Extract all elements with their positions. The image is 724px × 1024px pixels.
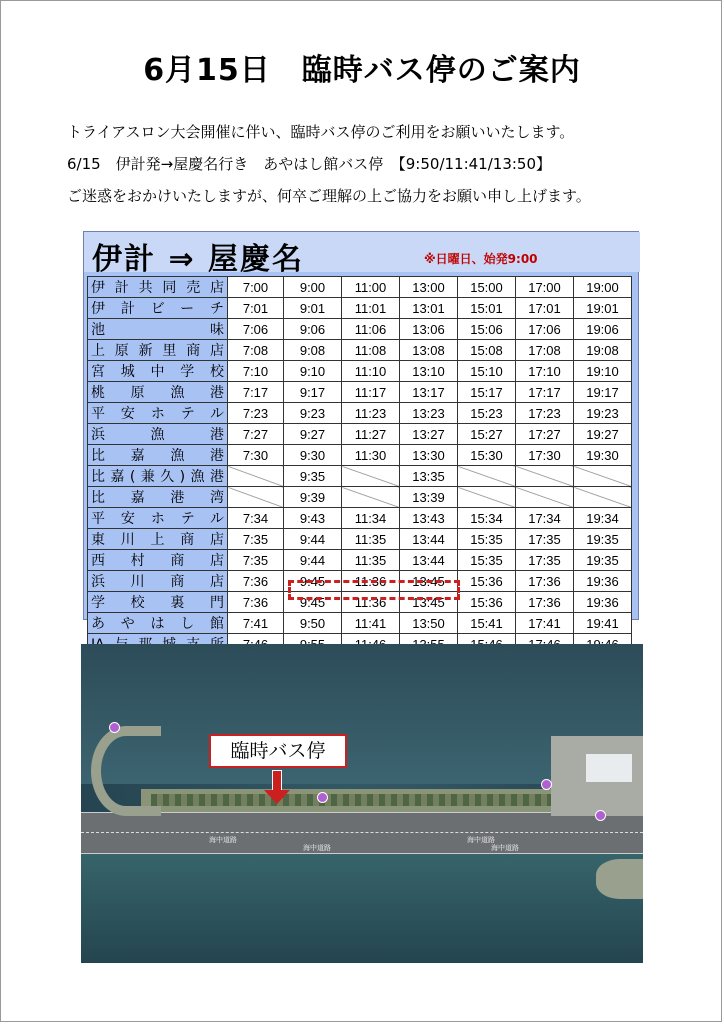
map-pin-icon [541,779,552,790]
stop-name: 上原新里商店 [88,340,228,361]
departure-time: 17:41 [516,613,574,634]
departure-time: 13:39 [400,487,458,508]
departure-time: 17:36 [516,592,574,613]
departure-time: 11:30 [342,445,400,466]
stop-name: 比嘉漁港 [88,445,228,466]
page-title: 6月15日 臨時バス停のご案内 [143,53,581,88]
timetable-row [88,361,632,382]
departure-time: 13:43 [400,508,458,529]
departure-time: 13:30 [400,445,458,466]
departure-time: 15:35 [458,550,516,571]
departure-time: 19:34 [574,508,632,529]
no-service-cell [516,487,574,508]
departure-time: 17:35 [516,529,574,550]
departure-time: 9:43 [284,508,342,529]
departure-time: 9:45 [284,571,342,592]
departure-time: 15:00 [458,277,516,298]
departure-time: 7:08 [228,340,284,361]
departure-time: 7:30 [228,445,284,466]
departure-time: 19:23 [574,403,632,424]
departure-time: 9:23 [284,403,342,424]
departure-time: 7:27 [228,424,284,445]
departure-time: 7:36 [228,571,284,592]
stop-name: 平安ホテル [88,403,228,424]
stop-name: 宮城中学校 [88,361,228,382]
schedule-paragraph: 6/15 伊計発→屋慶名行き あやはし館バス停 【9:50/11:41/13:50】 [67,155,552,173]
departure-time: 17:08 [516,340,574,361]
departure-time: 13:44 [400,550,458,571]
departure-time: 9:50 [284,613,342,634]
timetable-row [88,403,632,424]
timetable-row [88,382,632,403]
departure-time: 19:35 [574,529,632,550]
no-service-cell [228,466,284,487]
stop-name: 平安ホテル [88,508,228,529]
timetable-row [88,340,632,361]
departure-time: 13:45 [400,571,458,592]
road [81,812,643,854]
roadside-trees [151,794,561,806]
stop-name: 西村商店 [88,550,228,571]
no-service-cell [342,466,400,487]
departure-time: 17:01 [516,298,574,319]
timetable-row [88,487,632,508]
departure-time: 13:27 [400,424,458,445]
departure-time: 9:01 [284,298,342,319]
departure-time: 7:23 [228,403,284,424]
departure-time: 19:06 [574,319,632,340]
departure-time: 15:41 [458,613,516,634]
departure-time: 7:35 [228,529,284,550]
timetable-row [88,466,632,487]
departure-time: 9:44 [284,529,342,550]
departure-time: 9:08 [284,340,342,361]
departure-time: 19:00 [574,277,632,298]
departure-time: 11:10 [342,361,400,382]
stop-name: 比嘉港湾 [88,487,228,508]
stop-name: あやはし館 [88,613,228,634]
departure-time: 13:35 [400,466,458,487]
timetable-row [88,508,632,529]
departure-time: 13:44 [400,529,458,550]
down-arrow-head-icon [264,790,290,804]
road-label: 海中道路 [491,844,519,852]
departure-time: 17:27 [516,424,574,445]
no-service-cell [228,487,284,508]
departure-time: 7:35 [228,550,284,571]
departure-time: 19:35 [574,550,632,571]
departure-time: 9:45 [284,592,342,613]
map-pin-icon [317,792,328,803]
departure-time: 19:27 [574,424,632,445]
departure-time: 19:30 [574,445,632,466]
departure-time: 17:30 [516,445,574,466]
departure-time: 15:06 [458,319,516,340]
apology-paragraph: ご迷惑をおかけいたしますが、何卒ご理解の上ご協力をお願い申し上げます。 [67,187,591,205]
departure-time: 17:06 [516,319,574,340]
departure-time: 15:23 [458,403,516,424]
departure-time: 17:23 [516,403,574,424]
departure-time: 15:35 [458,529,516,550]
departure-time: 11:35 [342,529,400,550]
map-pin-icon [595,810,606,821]
departure-time: 11:06 [342,319,400,340]
departure-time: 15:08 [458,340,516,361]
departure-time: 17:10 [516,361,574,382]
departure-time: 11:08 [342,340,400,361]
departure-time: 11:36 [342,592,400,613]
departure-time: 15:36 [458,571,516,592]
departure-time: 13:06 [400,319,458,340]
stop-name: 浜川商店 [88,571,228,592]
timetable-row [88,445,632,466]
departure-time: 9:10 [284,361,342,382]
departure-time: 13:01 [400,298,458,319]
timetable-row [88,571,632,592]
stop-name: 比嘉(兼久)漁港 [88,466,228,487]
departure-time: 7:34 [228,508,284,529]
departure-time: 11:17 [342,382,400,403]
timetable-header [84,232,640,277]
departure-time: 7:01 [228,298,284,319]
departure-time: 11:27 [342,424,400,445]
departure-time: 11:01 [342,298,400,319]
stop-name: 伊計ビーチ [88,298,228,319]
departure-time: 13:45 [400,592,458,613]
intro-paragraph: トライアスロン大会開催に伴い、臨時バス停のご利用をお願いいたします。 [67,123,575,141]
departure-time: 11:23 [342,403,400,424]
stop-name: 伊計共同売店 [88,277,228,298]
departure-time: 17:36 [516,571,574,592]
breakwater [91,726,161,816]
timetable-row [88,592,632,613]
departure-time: 13:08 [400,340,458,361]
temporary-stop-label: 臨時バス停 [209,734,347,768]
no-service-cell [574,487,632,508]
departure-time: 13:00 [400,277,458,298]
departure-time: 11:34 [342,508,400,529]
terminal-building [586,754,632,782]
stop-name: 東川上商店 [88,529,228,550]
departure-time: 15:01 [458,298,516,319]
departure-time: 17:34 [516,508,574,529]
departure-time: 7:10 [228,361,284,382]
departure-time: 9:17 [284,382,342,403]
departure-time: 17:17 [516,382,574,403]
departure-time: 19:41 [574,613,632,634]
departure-time: 19:10 [574,361,632,382]
no-service-cell [574,466,632,487]
stop-name: 浜漁港 [88,424,228,445]
sunday-note: ※日曜日、始発9:00 [424,252,538,266]
road-label: 海中道路 [303,844,331,852]
stop-name: 学校裏門 [88,592,228,613]
departure-time: 15:30 [458,445,516,466]
departure-time: 13:23 [400,403,458,424]
departure-time: 9:00 [284,277,342,298]
departure-time: 7:06 [228,319,284,340]
departure-time: 15:34 [458,508,516,529]
departure-time: 7:36 [228,592,284,613]
departure-time: 11:00 [342,277,400,298]
timetable-row [88,529,632,550]
no-service-cell [458,466,516,487]
departure-time: 9:27 [284,424,342,445]
departure-time: 7:41 [228,613,284,634]
departure-time: 13:17 [400,382,458,403]
timetable-row [88,424,632,445]
departure-time: 11:36 [342,571,400,592]
departure-time: 19:36 [574,571,632,592]
departure-time: 11:41 [342,613,400,634]
timetable-table [87,276,632,655]
timetable-row [88,298,632,319]
timetable-row [88,277,632,298]
timetable-row [88,550,632,571]
no-service-cell [458,487,516,508]
road-label: 海中道路 [209,836,237,844]
departure-time: 7:00 [228,277,284,298]
departure-time: 17:35 [516,550,574,571]
timetable-row [88,613,632,634]
departure-time: 17:00 [516,277,574,298]
no-service-cell [516,466,574,487]
departure-time: 19:01 [574,298,632,319]
departure-time: 13:50 [400,613,458,634]
departure-time: 15:27 [458,424,516,445]
timetable-row [88,319,632,340]
stop-name: 池味 [88,319,228,340]
map-pin-icon [109,722,120,733]
departure-time: 9:06 [284,319,342,340]
departure-time: 13:10 [400,361,458,382]
departure-time: 7:17 [228,382,284,403]
departure-time: 9:39 [284,487,342,508]
island [596,859,643,899]
no-service-cell [342,487,400,508]
departure-time: 9:30 [284,445,342,466]
departure-time: 9:44 [284,550,342,571]
departure-time: 19:17 [574,382,632,403]
timetable-panel [83,231,639,632]
stop-name: 桃原漁港 [88,382,228,403]
departure-time: 19:36 [574,592,632,613]
departure-time: 11:35 [342,550,400,571]
map-aerial-photo [81,644,643,963]
departure-time: 15:17 [458,382,516,403]
departure-time: 15:10 [458,361,516,382]
route-title: 伊計 ⇒ 屋慶名 [92,242,305,277]
departure-time: 15:36 [458,592,516,613]
departure-time: 19:08 [574,340,632,361]
departure-time: 9:35 [284,466,342,487]
road-label: 海中道路 [467,836,495,844]
